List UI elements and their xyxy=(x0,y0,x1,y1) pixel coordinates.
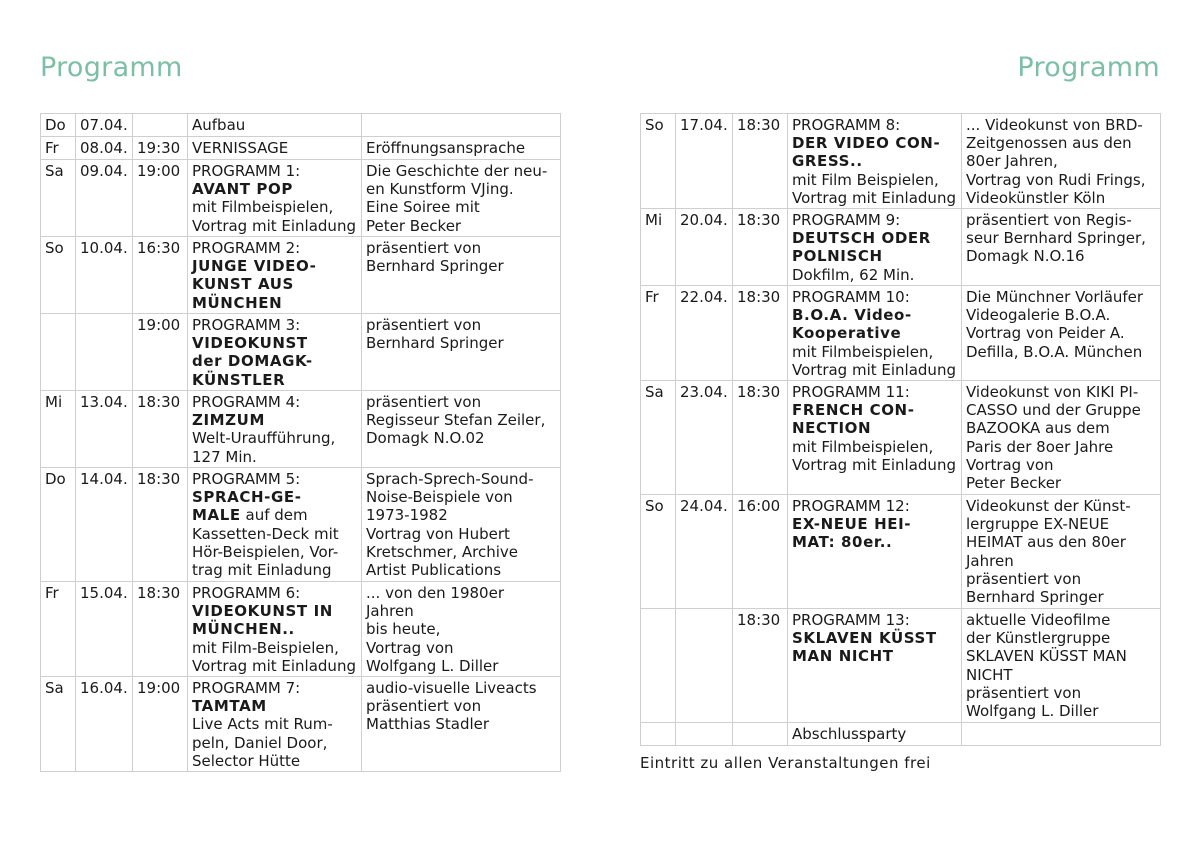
program-detail-line: Kassetten-Deck mit xyxy=(192,524,339,543)
description-line: Vortrag von Rudi Frings, xyxy=(966,170,1146,189)
program-title: Abschlussparty xyxy=(792,725,907,743)
description-line: Jahren xyxy=(966,551,1014,570)
program-detail-line: Selector Hütte xyxy=(192,751,301,770)
description-line: Vortrag von xyxy=(966,455,1054,474)
description-line: bis heute, xyxy=(366,620,441,639)
program-detail-line: Vortrag mit Einladung xyxy=(792,360,956,379)
description-cell xyxy=(962,381,1161,495)
description-line: präsentiert von Regis- xyxy=(966,211,1132,229)
date-cell: 15.04. xyxy=(76,582,133,677)
time-cell: 18:30 xyxy=(133,391,188,468)
program-name-line: DEUTSCH ODER xyxy=(792,229,931,248)
description-cell xyxy=(362,237,561,314)
table-row xyxy=(41,137,561,160)
description-line: Eine Soiree mit xyxy=(366,198,480,217)
program-cell xyxy=(188,582,362,677)
page-title-right: Programm xyxy=(1017,52,1160,83)
description-line: Die Münchner Vorläufer xyxy=(966,288,1144,306)
program-title: PROGRAMM 12: xyxy=(792,497,910,515)
description-line: Sprach-Sprech-Sound- xyxy=(366,470,534,488)
time-cell: 18:30 xyxy=(133,468,188,582)
description-line: Domagk N.O.16 xyxy=(966,247,1085,266)
description-cell xyxy=(962,609,1161,723)
table-row xyxy=(41,391,561,468)
description-line: Zeitgenossen aus den xyxy=(966,134,1132,153)
program-detail-line: Vortrag mit Einladung xyxy=(192,216,356,235)
program-detail-line: Vortrag mit Einladung xyxy=(792,188,956,207)
day-cell xyxy=(641,609,676,723)
description-line: Bernhard Springer xyxy=(366,257,504,276)
description-line: en Kunstform VJing. xyxy=(366,180,514,199)
program-detail-line: mit Film-Beispielen, xyxy=(192,638,339,657)
program-name-rest: auf dem xyxy=(240,506,308,525)
program-title: PROGRAMM 11: xyxy=(792,383,910,401)
description-cell xyxy=(962,114,1161,209)
description-line: seur Bernhard Springer, xyxy=(966,229,1146,248)
program-cell xyxy=(788,723,962,746)
description-line: audio-visuelle Liveacts xyxy=(366,679,537,697)
description-line: 80er Jahren, xyxy=(966,152,1058,171)
description-cell xyxy=(962,723,1161,746)
description-line: Bernhard Springer xyxy=(366,334,504,353)
description-line: Domagk N.O.02 xyxy=(366,429,485,448)
program-name-line: KUNST AUS xyxy=(192,275,294,294)
program-cell xyxy=(188,314,362,391)
description-line: präsentiert von xyxy=(366,316,482,334)
description-line: Wolfgang L. Diller xyxy=(366,656,499,675)
program-name-line: NECTION xyxy=(792,419,872,438)
program-name-line: AVANT POP xyxy=(192,180,293,199)
description-cell xyxy=(362,468,561,582)
description-cell xyxy=(962,209,1161,286)
program-detail-line: mit Filmbeispielen, xyxy=(192,198,334,217)
program-name-line: VIDEOKUNST IN xyxy=(192,602,333,621)
program-title: PROGRAMM 9: xyxy=(792,211,901,229)
admission-note: Eintritt zu allen Veranstaltungen frei xyxy=(640,754,931,772)
date-cell: 22.04. xyxy=(676,286,733,381)
program-detail-line: Welt-Uraufführung, xyxy=(192,429,336,448)
program-title: PROGRAMM 7: xyxy=(192,679,301,697)
date-cell: 16.04. xyxy=(76,677,133,772)
program-title: PROGRAMM 5: xyxy=(192,470,301,488)
description-cell xyxy=(962,286,1161,381)
description-line: Matthias Stadler xyxy=(366,715,490,734)
program-detail-line: Vortrag mit Einladung xyxy=(192,656,356,675)
description-line: aktuelle Videofilme xyxy=(966,611,1111,629)
program-detail-line: mit Film Beispielen, xyxy=(792,170,939,189)
description-line: Paris der 8oer Jahre xyxy=(966,437,1114,456)
date-cell xyxy=(676,609,733,723)
program-title: PROGRAMM 2: xyxy=(192,239,301,257)
day-cell: So xyxy=(41,237,76,314)
table-row xyxy=(641,609,1161,723)
program-cell xyxy=(788,609,962,723)
description-line: Defilla, B.O.A. München xyxy=(966,342,1143,361)
time-cell: 19:00 xyxy=(133,677,188,772)
description-line: CASSO und der Gruppe xyxy=(966,401,1141,420)
description-cell xyxy=(362,314,561,391)
program-name-line: DER VIDEO CON- xyxy=(792,134,941,153)
day-cell: Do xyxy=(41,114,76,137)
program-cell xyxy=(188,468,362,582)
table-row xyxy=(41,468,561,582)
day-cell: Do xyxy=(41,468,76,582)
day-cell: Sa xyxy=(41,677,76,772)
description-line: ... Videokunst von BRD- xyxy=(966,116,1143,134)
program-title: VERNISSAGE xyxy=(192,139,289,157)
description-cell xyxy=(362,114,561,137)
table-row xyxy=(41,582,561,677)
day-cell xyxy=(41,314,76,391)
program-cell xyxy=(188,160,362,237)
program-detail-line: Vortrag mit Einladung xyxy=(792,455,956,474)
description-line: Eröffnungsansprache xyxy=(366,139,526,157)
table-row xyxy=(41,314,561,391)
time-cell: 16:30 xyxy=(133,237,188,314)
description-line: präsentiert von xyxy=(366,239,482,257)
description-line: Noise-Beispiele von xyxy=(366,488,513,507)
day-cell: Mi xyxy=(41,391,76,468)
program-name-line: der DOMAGK- xyxy=(192,352,313,371)
date-cell: 20.04. xyxy=(676,209,733,286)
time-cell: 19:00 xyxy=(133,160,188,237)
program-name-mixed-line xyxy=(192,506,357,524)
date-cell: 14.04. xyxy=(76,468,133,582)
program-name-line: B.O.A. Video- xyxy=(792,306,912,325)
program-cell xyxy=(788,381,962,495)
description-cell xyxy=(362,160,561,237)
program-name-line: Kooperative xyxy=(792,324,902,343)
time-cell: 19:30 xyxy=(133,137,188,160)
description-cell xyxy=(362,137,561,160)
program-detail-line: mit Filmbeispielen, xyxy=(792,342,934,361)
program-name-line: EX-NEUE HEI- xyxy=(792,515,912,534)
program-name-line: MÜNCHEN.. xyxy=(192,620,295,639)
description-cell xyxy=(362,582,561,677)
day-cell: So xyxy=(641,114,676,209)
time-cell: 16:00 xyxy=(733,495,788,609)
time-cell: 18:30 xyxy=(133,582,188,677)
program-name-line: KÜNSTLER xyxy=(192,370,286,389)
date-cell: 24.04. xyxy=(676,495,733,609)
description-line: Videokunst der Künst- xyxy=(966,497,1131,515)
description-line: Videogalerie B.O.A. xyxy=(966,306,1111,325)
time-cell: 18:30 xyxy=(733,286,788,381)
day-cell: Fr xyxy=(41,582,76,677)
time-cell xyxy=(733,723,788,746)
table-row xyxy=(41,237,561,314)
day-cell: So xyxy=(641,495,676,609)
time-cell: 19:00 xyxy=(133,314,188,391)
time-cell: 18:30 xyxy=(733,381,788,495)
table-row xyxy=(41,677,561,772)
program-cell xyxy=(188,114,362,137)
program-cell xyxy=(188,391,362,468)
table-row xyxy=(641,723,1161,746)
program-name-line: MÜNCHEN xyxy=(192,293,283,312)
program-title: PROGRAMM 10: xyxy=(792,288,910,306)
program-name-line: MAN NICHT xyxy=(792,647,894,666)
program-name-line: TAMTAM xyxy=(192,697,267,716)
date-cell: 08.04. xyxy=(76,137,133,160)
program-cell xyxy=(788,209,962,286)
description-line: Vortrag von xyxy=(366,638,454,657)
program-name-line: GRESS.. xyxy=(792,152,863,171)
description-line: Vortrag von Peider A. xyxy=(966,324,1125,343)
program-name-bold: MALE xyxy=(192,506,241,525)
program-detail-line: Hör-Beispielen, Vor- xyxy=(192,542,339,561)
time-cell: 18:30 xyxy=(733,209,788,286)
description-line: der Künstlergruppe xyxy=(966,629,1111,648)
day-cell: Sa xyxy=(41,160,76,237)
description-line: Peter Becker xyxy=(366,216,462,235)
table-row xyxy=(641,495,1161,609)
time-cell: 18:30 xyxy=(733,609,788,723)
date-cell xyxy=(76,314,133,391)
description-cell xyxy=(362,677,561,772)
table-row xyxy=(641,286,1161,381)
day-cell: Fr xyxy=(41,137,76,160)
time-cell: 18:30 xyxy=(733,114,788,209)
date-cell: 10.04. xyxy=(76,237,133,314)
description-line: SKLAVEN KÜSST MAN xyxy=(966,647,1127,666)
description-line: Kretschmer, Archive xyxy=(366,542,519,561)
page-title-left: Programm xyxy=(40,52,183,83)
program-cell xyxy=(788,286,962,381)
program-detail-line: trag mit Einladung xyxy=(192,561,332,580)
description-line: Videokünstler Köln xyxy=(966,188,1106,207)
program-title: Aufbau xyxy=(192,116,246,134)
program-detail-line: Dokfilm, 62 Min. xyxy=(792,265,915,284)
date-cell: 23.04. xyxy=(676,381,733,495)
description-cell xyxy=(962,495,1161,609)
date-cell: 09.04. xyxy=(76,160,133,237)
day-cell: Sa xyxy=(641,381,676,495)
program-title: PROGRAMM 4: xyxy=(192,393,301,411)
program-name-line: VIDEOKUNST xyxy=(192,334,308,353)
description-line: präsentiert von xyxy=(366,393,482,411)
description-line: Vortrag von Hubert xyxy=(366,524,510,543)
date-cell: 17.04. xyxy=(676,114,733,209)
description-line: Wolfgang L. Diller xyxy=(966,702,1099,721)
program-name-line: SPRACH-GE- xyxy=(192,488,302,507)
day-cell: Mi xyxy=(641,209,676,286)
program-detail-line: Live Acts mit Rum- xyxy=(192,715,333,734)
program-name-line: ZIMZUM xyxy=(192,411,265,430)
program-title: PROGRAMM 3: xyxy=(192,316,301,334)
program-name-line: POLNISCH xyxy=(792,247,883,266)
program-detail-line: 127 Min. xyxy=(192,447,257,466)
program-detail-line: peln, Daniel Door, xyxy=(192,733,328,752)
table-row xyxy=(641,381,1161,495)
program-cell xyxy=(188,137,362,160)
table-row xyxy=(41,160,561,237)
day-cell: Fr xyxy=(641,286,676,381)
description-line: Artist Publications xyxy=(366,561,502,580)
description-line: Regisseur Stefan Zeiler, xyxy=(366,411,546,430)
description-line: Bernhard Springer xyxy=(966,588,1104,607)
program-cell xyxy=(188,677,362,772)
date-cell: 07.04. xyxy=(76,114,133,137)
program-name-line: MAT: 80er.. xyxy=(792,533,893,552)
program-table-right xyxy=(640,113,1161,746)
program-detail-line: mit Filmbeispielen, xyxy=(792,437,934,456)
time-cell xyxy=(133,114,188,137)
description-line: HEIMAT aus den 80er xyxy=(966,533,1126,552)
description-line: BAZOOKA aus dem xyxy=(966,419,1110,438)
program-title: PROGRAMM 13: xyxy=(792,611,910,629)
program-name-line: FRENCH CON- xyxy=(792,401,915,420)
description-line: Videokunst von KIKI PI- xyxy=(966,383,1139,401)
date-cell xyxy=(676,723,733,746)
description-cell xyxy=(362,391,561,468)
program-name-line: JUNGE VIDEO- xyxy=(192,257,317,276)
program-title: PROGRAMM 8: xyxy=(792,116,901,134)
program-table-left xyxy=(40,113,561,772)
table-row xyxy=(641,114,1161,209)
table-row xyxy=(641,209,1161,286)
date-cell: 13.04. xyxy=(76,391,133,468)
program-cell xyxy=(188,237,362,314)
description-line: lergruppe EX-NEUE xyxy=(966,515,1110,534)
description-line: ... von den 1980er Jahren xyxy=(366,584,504,621)
program-title: PROGRAMM 1: xyxy=(192,162,301,180)
program-cell xyxy=(788,495,962,609)
program-name-line: SKLAVEN KÜSST xyxy=(792,629,937,648)
program-cell xyxy=(788,114,962,209)
day-cell xyxy=(641,723,676,746)
description-line: Die Geschichte der neu- xyxy=(366,162,548,180)
description-line: NICHT xyxy=(966,665,1013,684)
description-line: präsentiert von xyxy=(966,683,1082,702)
description-line: präsentiert von xyxy=(366,697,482,716)
description-line: 1973-1982 xyxy=(366,506,448,525)
table-row xyxy=(41,114,561,137)
program-title: PROGRAMM 6: xyxy=(192,584,301,602)
description-line: präsentiert von xyxy=(966,569,1082,588)
description-line: Peter Becker xyxy=(966,474,1062,493)
